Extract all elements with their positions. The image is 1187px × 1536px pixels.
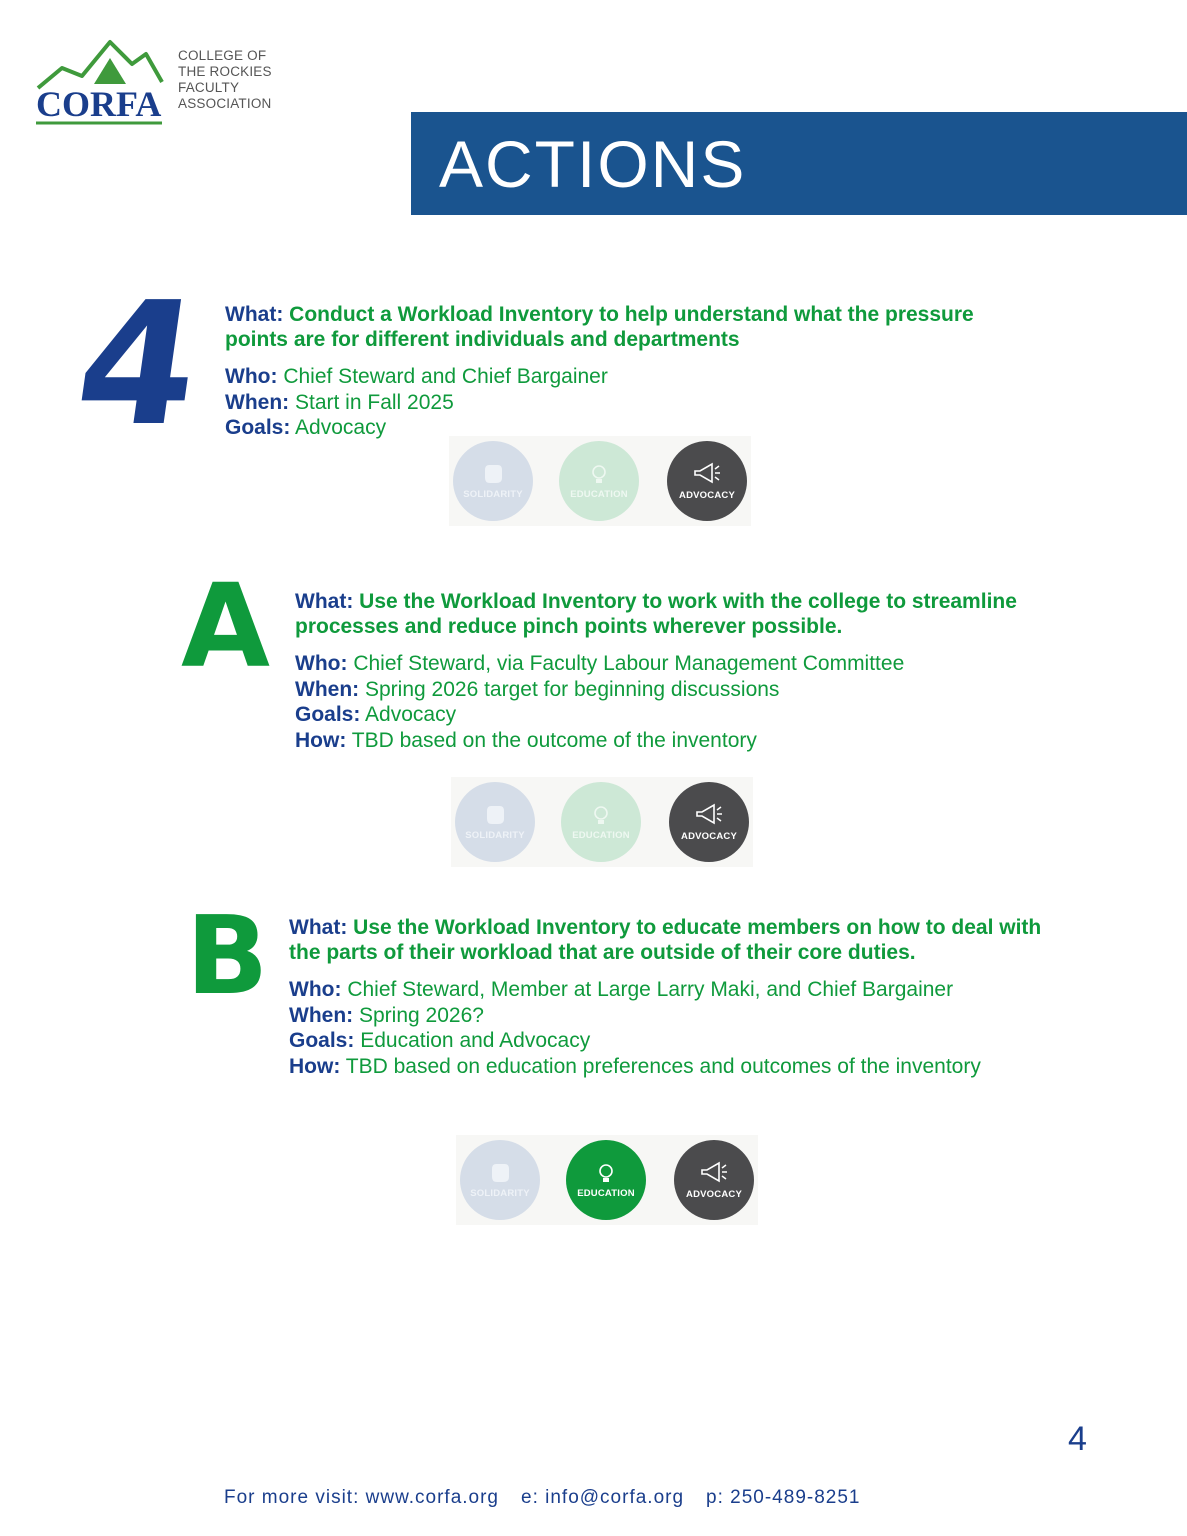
solidarity-goal: SOLIDARITY (453, 441, 533, 521)
fist-icon (482, 462, 504, 486)
action-block-a (295, 589, 1075, 753)
solidarity-goal: SOLIDARITY (460, 1140, 540, 1220)
goals-line: Goals: Advocacy (295, 703, 457, 726)
lightbulb-icon (590, 803, 612, 827)
megaphone-icon (694, 802, 724, 828)
advocacy-goal: ADVOCACY (667, 441, 747, 521)
action-marker-b: B (186, 894, 269, 1019)
corfa-logo (34, 38, 284, 130)
megaphone-icon (699, 1160, 729, 1186)
goals-line: Goals: Education and Advocacy (289, 1029, 591, 1052)
lightbulb-icon (595, 1161, 617, 1185)
footer-phone: p: 250-489-8251 (706, 1487, 861, 1508)
header-banner (411, 112, 1187, 215)
logo-org-name (178, 48, 272, 112)
megaphone-icon (692, 461, 722, 487)
solidarity-goal: SOLIDARITY (455, 782, 535, 862)
what-text: Conduct a Workload Inventory to help understand what the pressure points are for different individuals and departments (225, 303, 974, 351)
page-number: 4 (1068, 1420, 1087, 1458)
education-goal: EDUCATION (561, 782, 641, 862)
when-line: When: Spring 2026 target for beginning discussions (295, 677, 780, 701)
action-block-4 (225, 302, 1025, 441)
fist-icon (484, 803, 506, 827)
who-line: Who: Chief Steward and Chief Bargainer (225, 365, 608, 388)
action-marker-a: A (181, 560, 271, 694)
logo-line: THE ROCKIES (178, 64, 272, 79)
lightbulb-icon (588, 462, 610, 486)
goal-icons (456, 1135, 758, 1225)
action-what: What: Use the Workload Inventory to educate members on how to deal with the parts of their workload that are outside of their core duties. (289, 916, 1042, 964)
action-what (225, 302, 1025, 352)
footer-website[interactable]: For more visit: www.corfa.org (224, 1487, 499, 1508)
goals-line: Goals: Advocacy (225, 416, 387, 439)
footer-email[interactable]: e: info@corfa.org (521, 1487, 685, 1508)
education-goal: EDUCATION (566, 1140, 646, 1220)
action-what: What: Use the Workload Inventory to work with the college to streamline processes and reduce pinch points wherever possible. (295, 590, 1017, 638)
goal-icons (449, 436, 751, 526)
who-line: Who: Chief Steward, Member at Large Larry Maki, and Chief Bargainer (289, 978, 954, 1001)
what-label: What: (225, 303, 284, 326)
footer-contact (224, 1487, 882, 1509)
when-line: When: Start in Fall 2025 (225, 390, 454, 414)
page-title: ACTIONS (439, 127, 747, 201)
logo-line: COLLEGE OF (178, 48, 267, 63)
education-goal: EDUCATION (559, 441, 639, 521)
logo-line: FACULTY (178, 80, 240, 95)
goal-icons (451, 777, 753, 867)
advocacy-goal: ADVOCACY (669, 782, 749, 862)
action-block-b (289, 915, 1074, 1079)
how-line: How: TBD based on education preferences and outcomes of the inventory (289, 1054, 981, 1078)
advocacy-goal: ADVOCACY (674, 1140, 754, 1220)
how-line: How: TBD based on the outcome of the inventory (295, 728, 757, 752)
who-line: Who: Chief Steward, via Faculty Labour Management Committee (295, 652, 905, 675)
when-line: When: Spring 2026? (289, 1003, 484, 1027)
action-marker-4: 4 (65, 266, 212, 464)
logo-line: ASSOCIATION (178, 96, 272, 111)
logo-wordmark: CORFA (36, 84, 162, 124)
fist-icon (489, 1161, 511, 1185)
mountain-logo-icon (34, 38, 169, 130)
